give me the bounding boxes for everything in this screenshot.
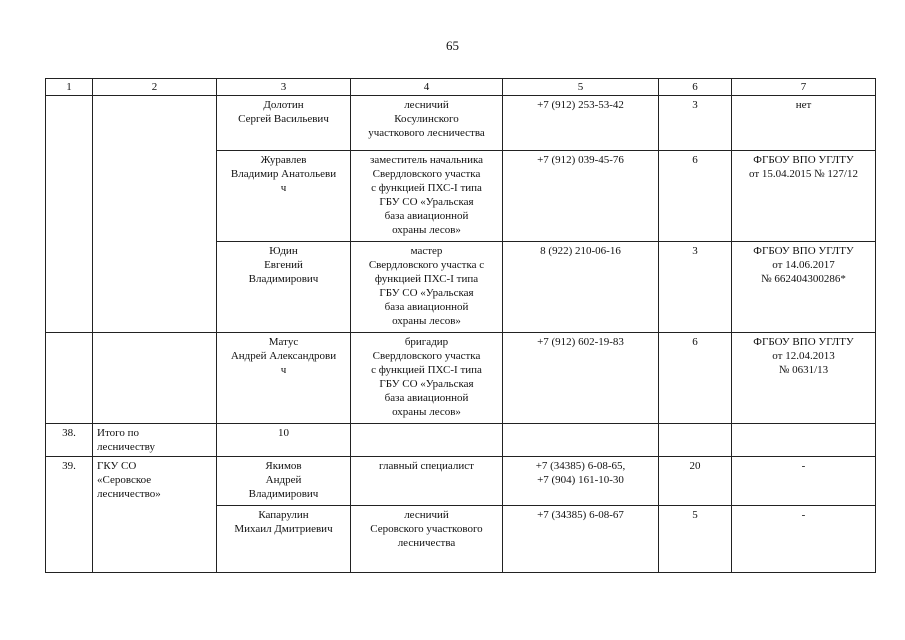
column-header: 5	[503, 79, 659, 96]
name-cell: Капарулин Михаил Дмитриевич	[217, 506, 351, 573]
table-row	[46, 424, 876, 457]
experience-cell: 20	[659, 457, 732, 506]
column-header: 6	[659, 79, 732, 96]
position-cell: бригадир Свердловского участка с функцией ПХС-I типа ГБУ СО «Уральская база авиационной охраны лесов»	[351, 333, 503, 424]
phone-cell: +7 (912) 039-45-76	[503, 151, 659, 242]
phone-cell: +7 (912) 602-19-83	[503, 333, 659, 424]
column-header: 7	[732, 79, 876, 96]
experience-cell: 3	[659, 242, 732, 333]
position-cell: главный специалист	[351, 457, 503, 506]
table-row	[46, 333, 876, 424]
organization-cell: ГКУ СО «Серовское лесничество»	[93, 457, 217, 573]
phone-cell: +7 (34385) 6-08-67	[503, 506, 659, 573]
total-cell: 10	[217, 424, 351, 457]
table-row	[46, 96, 876, 151]
organization-cell	[93, 96, 217, 333]
training-cell	[732, 424, 876, 457]
page-number: 65	[446, 38, 459, 53]
column-header: 3	[217, 79, 351, 96]
experience-cell: 6	[659, 333, 732, 424]
experience-cell	[659, 424, 732, 457]
name-cell: Юдин Евгений Владимирович	[217, 242, 351, 333]
experience-cell: 5	[659, 506, 732, 573]
organization-cell: Итого по лесничеству	[93, 424, 217, 457]
table-header-row	[46, 79, 876, 96]
phone-cell: +7 (34385) 6-08-65, +7 (904) 161-10-30	[503, 457, 659, 506]
training-cell: -	[732, 457, 876, 506]
phone-cell	[503, 424, 659, 457]
name-cell: Журавлев Владимир Анатольеви ч	[217, 151, 351, 242]
column-header: 4	[351, 79, 503, 96]
row-number-cell	[46, 333, 93, 424]
name-cell: Якимов Андрей Владимирович	[217, 457, 351, 506]
position-cell: лесничий Серовского участкового лесничества	[351, 506, 503, 573]
position-cell: заместитель начальника Свердловского участка с функцией ПХС-I типа ГБУ СО «Уральская база авиационной охраны лесов»	[351, 151, 503, 242]
experience-cell: 3	[659, 96, 732, 151]
staff-table	[45, 78, 876, 573]
row-number-cell: 39.	[46, 457, 93, 573]
phone-cell: +7 (912) 253-53-42	[503, 96, 659, 151]
training-cell: ФГБОУ ВПО УГЛТУ от 15.04.2015 № 127/12	[732, 151, 876, 242]
organization-cell	[93, 333, 217, 424]
name-cell: Матус Андрей Александрови ч	[217, 333, 351, 424]
column-header: 1	[46, 79, 93, 96]
training-cell: ФГБОУ ВПО УГЛТУ от 14.06.2017 № 662404300286*	[732, 242, 876, 333]
training-cell: нет	[732, 96, 876, 151]
row-number-cell: 38.	[46, 424, 93, 457]
experience-cell: 6	[659, 151, 732, 242]
position-cell: мастер Свердловского участка с функцией ПХС-I типа ГБУ СО «Уральская база авиационной охраны лесов»	[351, 242, 503, 333]
table-row	[46, 457, 876, 506]
position-cell: лесничий Косулинского участкового лесничества	[351, 96, 503, 151]
column-header: 2	[93, 79, 217, 96]
row-number-cell	[46, 96, 93, 333]
name-cell: Долотин Сергей Васильевич	[217, 96, 351, 151]
training-cell: ФГБОУ ВПО УГЛТУ от 12.04.2013 № 0631/13	[732, 333, 876, 424]
phone-cell: 8 (922) 210-06-16	[503, 242, 659, 333]
position-cell	[351, 424, 503, 457]
training-cell: -	[732, 506, 876, 573]
